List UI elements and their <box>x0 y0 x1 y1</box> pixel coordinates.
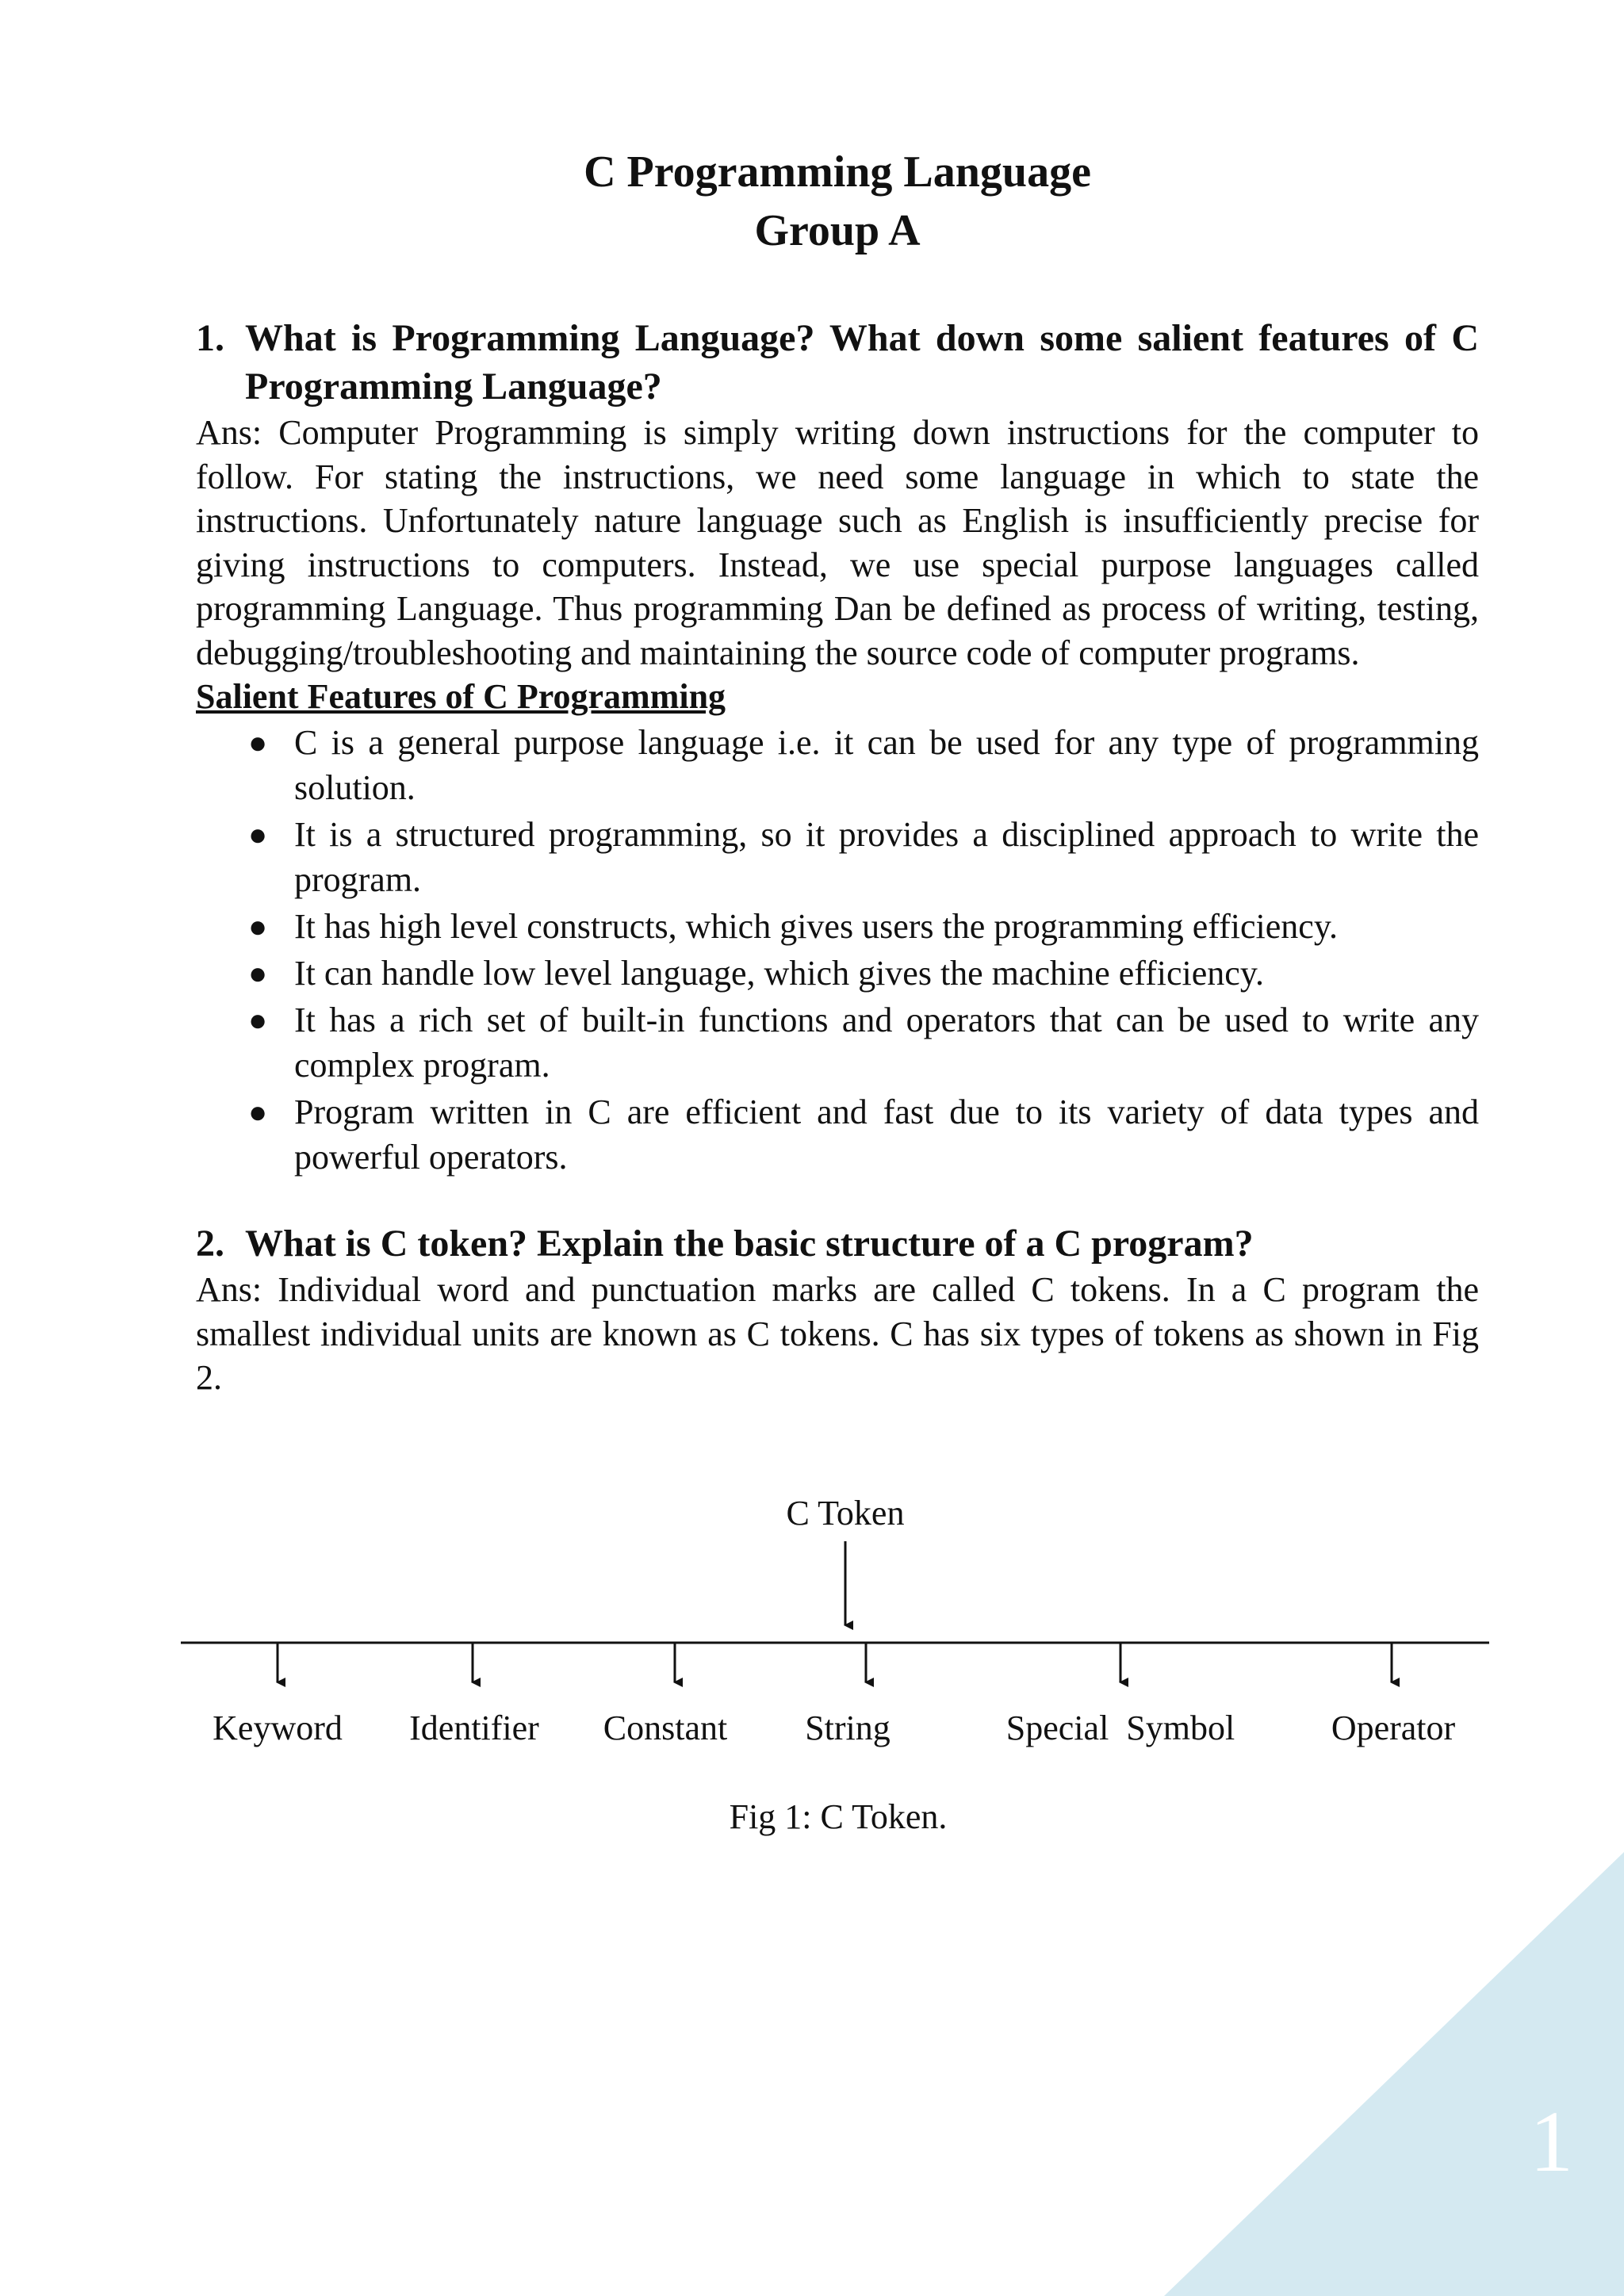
feature-text: It has a rich set of built-in functions and operators that can be used to write any complex program. <box>294 1001 1479 1085</box>
token-constant: Constant <box>603 1709 728 1747</box>
question-2-answer: Ans: Individual word and punctuation marks are called C tokens. In a C program the smallest individual units are known as C tokens. C has six types of tokens as shown in Fig 2. <box>196 1270 1479 1397</box>
bullet-icon: ● <box>248 725 268 760</box>
token-string: String <box>805 1709 891 1747</box>
feature-text: C is a general purpose language i.e. it can be used for any type of programming solution. <box>294 723 1479 807</box>
page-number: 1 <box>1530 2093 1573 2190</box>
token-special-symbol: Special Symbol <box>1005 1709 1235 1747</box>
token-identifier: Identifier <box>409 1709 539 1747</box>
page-corner-decoration <box>1164 1852 1624 2296</box>
list-item <box>196 720 1479 810</box>
list-item <box>196 951 1479 996</box>
bullet-icon: ● <box>248 909 268 944</box>
figure-caption: Fig 1: C Token. <box>729 1797 948 1836</box>
feature-text: Program written in C are efficient and fast due to its variety of data types and powerful operators. <box>294 1093 1479 1177</box>
list-item <box>196 904 1479 949</box>
question-1-text: What is Programming Language? What down some salient features of C Programming Language? <box>245 317 1479 408</box>
feature-text: It can handle low level language, which gives the machine efficiency. <box>294 954 1264 993</box>
bullet-icon: ● <box>248 817 268 852</box>
document-title: C Programming Language <box>584 147 1091 197</box>
list-item <box>196 1089 1479 1180</box>
features-list <box>196 720 1479 1180</box>
document-subtitle: Group A <box>754 206 921 255</box>
question-1-number: 1. <box>196 317 224 359</box>
question-1-heading <box>196 314 1479 411</box>
bullet-icon: ● <box>248 1002 268 1038</box>
features-heading: Salient Features of C Programming <box>196 677 726 716</box>
list-item <box>196 997 1479 1088</box>
question-2-text: What is C token? Explain the basic structure of a C program? <box>245 1223 1254 1265</box>
document-body <box>196 143 1479 1400</box>
list-item <box>196 812 1479 902</box>
token-operator: Operator <box>1331 1709 1456 1747</box>
feature-text: It has high level constructs, which gives users the programming efficiency. <box>294 907 1338 946</box>
question-1-answer: Ans: Computer Programming is simply writing down instructions for the computer to follow. For stating the instructions, we need some language in which to state the instructions. Unfortunately nature language such as English is insufficiently precise for giving instructions to computers. Instead, we use special purpose languages called programming Language. Thus programming Dan be defined as process of writing, testing, debugging/troubleshooting and maintaining the source code of computer programs. <box>196 413 1479 672</box>
question-2-heading <box>196 1219 1479 1268</box>
feature-text: It is a structured programming, so it provides a disciplined approach to write the program. <box>294 815 1479 899</box>
diagram-root-label: C Token <box>786 1494 905 1533</box>
bullet-icon: ● <box>248 955 268 991</box>
bullet-icon: ● <box>248 1094 268 1130</box>
question-2-number: 2. <box>196 1223 224 1265</box>
token-keyword: Keyword <box>213 1709 343 1747</box>
